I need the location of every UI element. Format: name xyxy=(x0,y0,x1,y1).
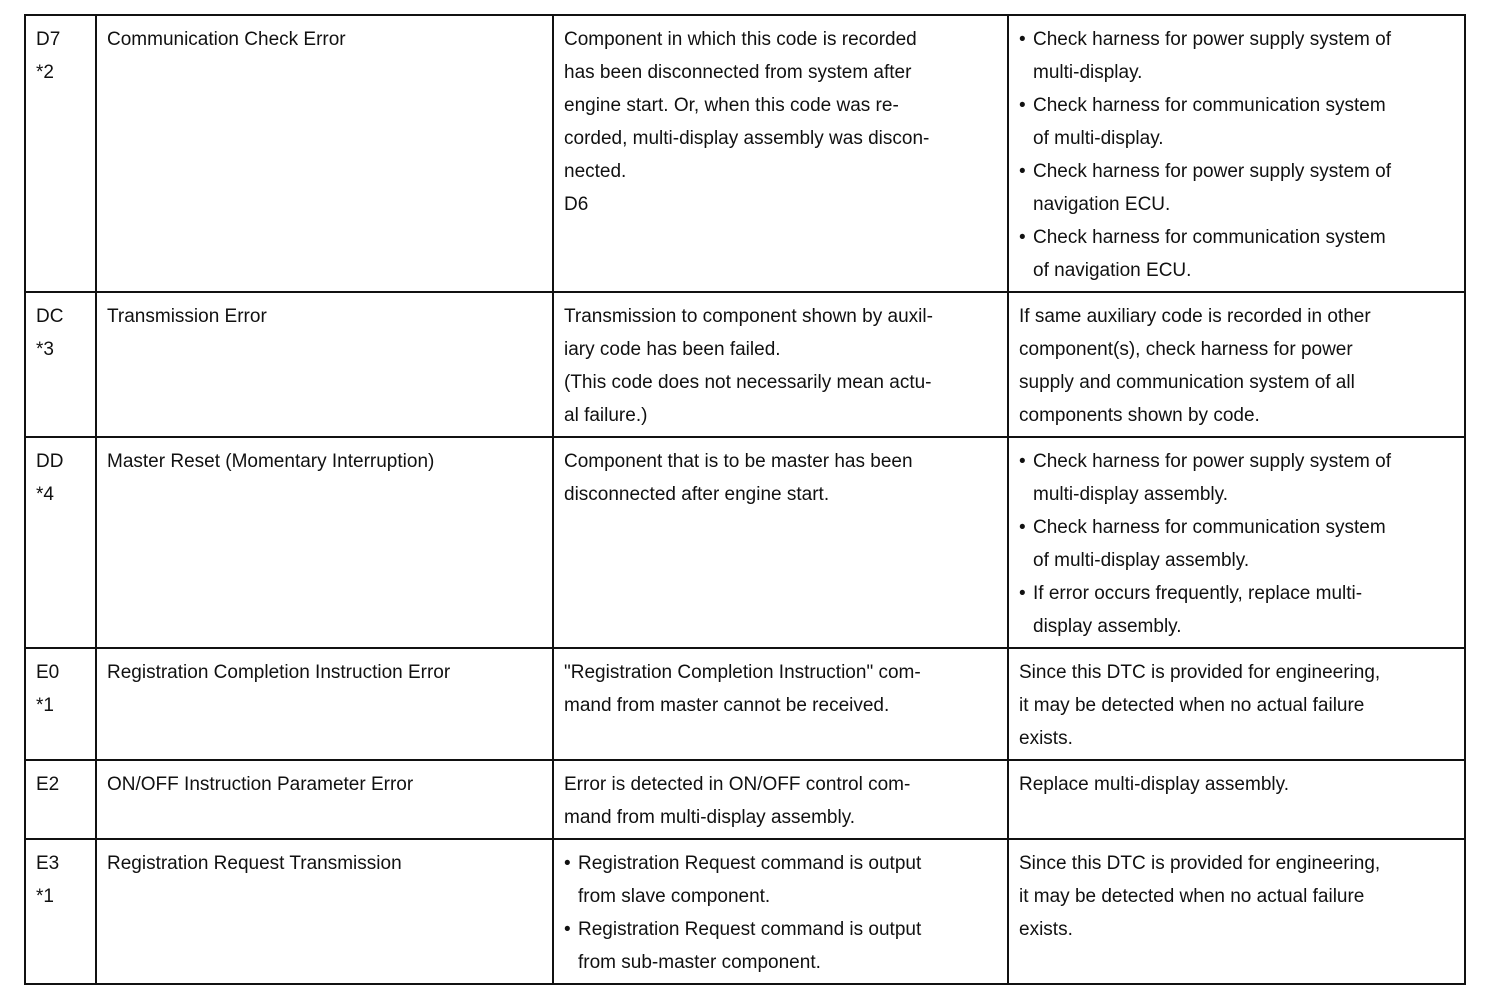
table-row-e2 xyxy=(25,760,1465,839)
description-line: Component in which this code is recorded xyxy=(564,29,917,50)
dtc-action-cell xyxy=(1008,292,1465,437)
action-line: component(s), check harness for power xyxy=(1019,339,1353,360)
action-item xyxy=(1019,23,1455,89)
dtc-name: Transmission Error xyxy=(107,306,267,327)
dtc-code-cell xyxy=(25,839,96,984)
action-line: multi-display assembly. xyxy=(1033,484,1228,505)
description-line: disconnected after engine start. xyxy=(564,484,830,505)
description-line: engine start. Or, when this code was re- xyxy=(564,95,899,116)
description-line: Component that is to be master has been xyxy=(564,451,913,472)
dtc-code-cell xyxy=(25,292,96,437)
action-item xyxy=(1019,577,1455,643)
dtc-name: Registration Request Transmission xyxy=(107,853,402,874)
action-line: navigation ECU. xyxy=(1033,194,1171,215)
dtc-action-cell xyxy=(1008,760,1465,839)
dtc-name-cell xyxy=(96,292,553,437)
action-line: • Check harness for communication system xyxy=(1033,517,1386,538)
table-row-e0 xyxy=(25,648,1465,760)
action-line: multi-display. xyxy=(1033,62,1143,83)
dtc-name-cell xyxy=(96,839,553,984)
action-item xyxy=(1019,89,1455,155)
dtc-code-cell xyxy=(25,648,96,760)
description-line: has been disconnected from system after xyxy=(564,62,912,83)
dtc-description-cell xyxy=(553,292,1008,437)
table-row-e3 xyxy=(25,839,1465,984)
description-list xyxy=(564,847,998,979)
action-item xyxy=(1019,221,1455,287)
table-row-dc xyxy=(25,292,1465,437)
dtc-description-cell xyxy=(553,648,1008,760)
dtc-name-cell xyxy=(96,760,553,839)
description-line: • Registration Request command is output xyxy=(578,853,922,874)
action-line: of multi-display. xyxy=(1033,128,1164,149)
action-line: • Check harness for communication system xyxy=(1033,95,1386,116)
description-line: • Registration Request command is output xyxy=(578,919,922,940)
action-list xyxy=(1019,23,1455,287)
dtc-name: ON/OFF Instruction Parameter Error xyxy=(107,774,414,795)
action-item xyxy=(1019,445,1455,511)
description-line: Transmission to component shown by auxil- xyxy=(564,306,933,327)
dtc-name-cell xyxy=(96,648,553,760)
dtc-name: Master Reset (Momentary Interruption) xyxy=(107,451,435,472)
dtc-code-cell xyxy=(25,437,96,648)
dtc-action-cell xyxy=(1008,15,1465,292)
dtc-action-cell xyxy=(1008,648,1465,760)
dtc-description-cell xyxy=(553,437,1008,648)
action-line: components shown by code. xyxy=(1019,405,1260,426)
dtc-note: *3 xyxy=(36,339,54,360)
dtc-code: D7 xyxy=(36,29,61,50)
description-line: "Registration Completion Instruction" com- xyxy=(564,662,921,683)
description-line: al failure.) xyxy=(564,405,648,426)
dtc-action-cell xyxy=(1008,437,1465,648)
action-list xyxy=(1019,445,1455,643)
dtc-description-cell xyxy=(553,839,1008,984)
dtc-table xyxy=(24,14,1466,985)
description-line: corded, multi-display assembly was discon- xyxy=(564,128,930,149)
dtc-name: Registration Completion Instruction Error xyxy=(107,662,451,683)
dtc-note: *4 xyxy=(36,484,54,505)
action-line: exists. xyxy=(1019,728,1073,749)
action-line: • Check harness for power supply system of xyxy=(1033,29,1391,50)
dtc-code-cell xyxy=(25,15,96,292)
action-line: If same auxiliary code is recorded in other xyxy=(1019,306,1371,327)
dtc-name-cell xyxy=(96,437,553,648)
action-line: • If error occurs frequently, replace multi- xyxy=(1033,583,1363,604)
action-line: supply and communication system of all xyxy=(1019,372,1355,393)
action-line: • Check harness for power supply system of xyxy=(1033,161,1391,182)
action-line: • Check harness for power supply system of xyxy=(1033,451,1391,472)
dtc-code: DD xyxy=(36,451,64,472)
description-line: nected. xyxy=(564,161,627,182)
action-line: exists. xyxy=(1019,919,1073,940)
dtc-code: E0 xyxy=(36,662,60,683)
dtc-note: *1 xyxy=(36,886,54,907)
description-line: iary code has been failed. xyxy=(564,339,781,360)
dtc-code: E2 xyxy=(36,774,60,795)
description-item xyxy=(564,913,998,979)
action-line: of multi-display assembly. xyxy=(1033,550,1250,571)
description-line: from slave component. xyxy=(578,886,771,907)
action-item xyxy=(1019,155,1455,221)
description-line: (This code does not necessarily mean actu- xyxy=(564,372,932,393)
dtc-action-cell xyxy=(1008,839,1465,984)
action-item xyxy=(1019,511,1455,577)
table-row-d7 xyxy=(25,15,1465,292)
dtc-name: Communication Check Error xyxy=(107,29,346,50)
description-line: mand from multi-display assembly. xyxy=(564,807,856,828)
dtc-description-cell xyxy=(553,15,1008,292)
table-row-dd xyxy=(25,437,1465,648)
dtc-note: *2 xyxy=(36,62,54,83)
dtc-note: *1 xyxy=(36,695,54,716)
action-line: Replace multi-display assembly. xyxy=(1019,774,1289,795)
dtc-description-cell xyxy=(553,760,1008,839)
dtc-name-cell xyxy=(96,15,553,292)
dtc-code-cell xyxy=(25,760,96,839)
description-item xyxy=(564,847,998,913)
description-line: Error is detected in ON/OFF control com- xyxy=(564,774,911,795)
action-line: Since this DTC is provided for engineering, xyxy=(1019,662,1381,683)
action-line: it may be detected when no actual failure xyxy=(1019,886,1365,907)
description-line: mand from master cannot be received. xyxy=(564,695,890,716)
description-line: from sub-master component. xyxy=(578,952,821,973)
action-line: it may be detected when no actual failure xyxy=(1019,695,1365,716)
description-line: D6 xyxy=(564,194,589,215)
action-line: Since this DTC is provided for engineering, xyxy=(1019,853,1381,874)
dtc-code: DC xyxy=(36,306,64,327)
action-line: display assembly. xyxy=(1033,616,1182,637)
action-line: of navigation ECU. xyxy=(1033,260,1192,281)
dtc-code: E3 xyxy=(36,853,60,874)
action-line: • Check harness for communication system xyxy=(1033,227,1386,248)
